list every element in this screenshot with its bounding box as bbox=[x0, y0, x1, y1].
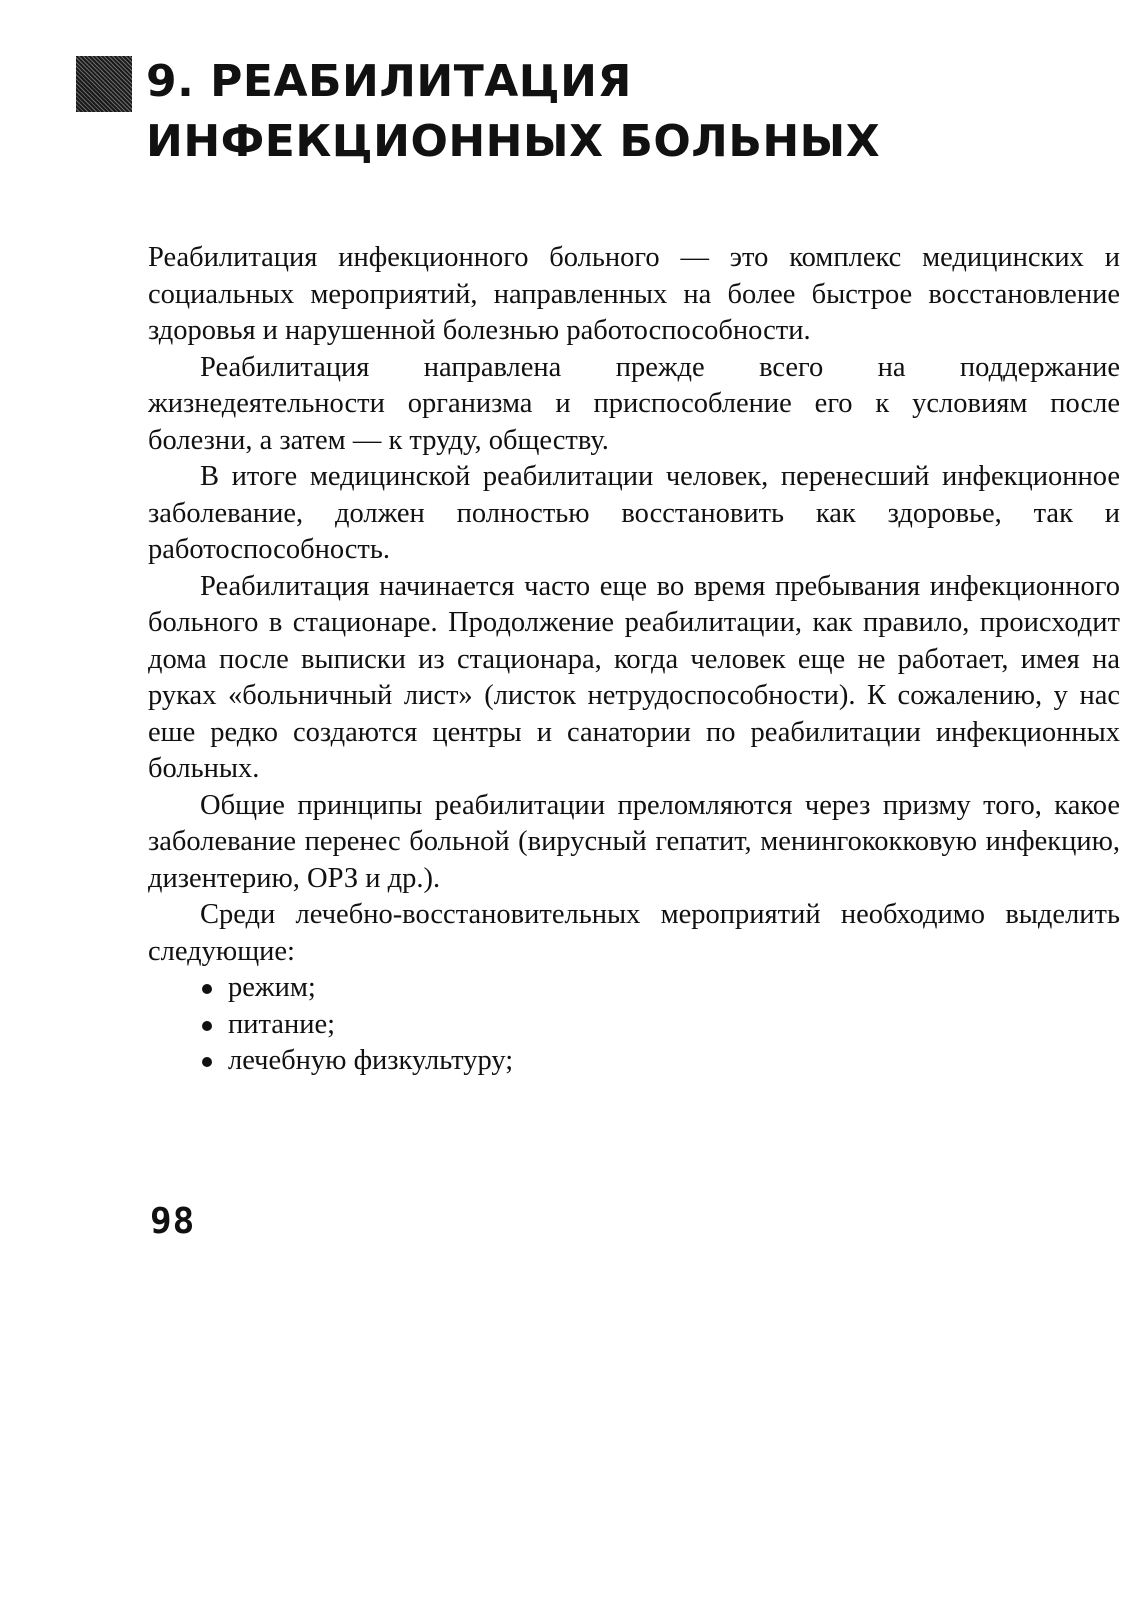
paragraph-definition: Реабилитация инфекционного больного — это комплекс медицинских и социальных мероприятий, направленных на более быстрое восстановление здоровья и нарушенной болезнью работоспособности. bbox=[148, 242, 1120, 346]
list-item bbox=[200, 1043, 1120, 1080]
paragraph-stages: Реабилитация начинается часто еще во время пребывания инфекционного больного в стационаре. Продолжение реабилитации, как правило, происходит дома после выписки из стационара, когда человек еще не работает, имея на руках «больничный лист» (листок нетрудоспособности). К сожалению, у нас еше редко создаются центры и санатории по реабилитации инфекционных больных. bbox=[148, 570, 1120, 784]
list-item-text: лечебную физкультуру; bbox=[228, 1045, 514, 1076]
paragraph-outcome: В итоге медицинской реабилитации человек, перенесший инфекционное заболевание, должен полностью восстановить как здоровье, так и работоспособность. bbox=[148, 461, 1120, 565]
bullet-dot-icon bbox=[202, 1021, 212, 1031]
paragraph-principles: Общие принципы реабилитации преломляются через призму того, какое заболевание перенес больной (вирусный гепатит, менингококковую инфекцию, дизентерию, ОРЗ и др.). bbox=[148, 789, 1120, 894]
page-number: 98 bbox=[150, 1201, 196, 1242]
paragraph-purpose: Реабилитация направлена прежде всего на поддержание жизнедеятельности организма и приспособление его к условиям после болезни, а затем — к труду, обществу. bbox=[148, 351, 1120, 456]
list-item-text: питание; bbox=[228, 1008, 336, 1040]
bullet-dot-icon bbox=[202, 1057, 212, 1067]
measures-list bbox=[148, 970, 1120, 1080]
list-item-text: режим; bbox=[228, 972, 316, 1003]
bullet-dot-icon bbox=[202, 984, 212, 994]
paragraph-measures-intro: Среди лечебно-восстановительных мероприятий необходимо выделить следующие: bbox=[148, 899, 1120, 967]
body-text bbox=[148, 240, 1120, 1080]
list-item bbox=[200, 970, 1120, 1007]
chapter-title-line-2: ИНФЕКЦИОННЫХ БОЛЬНЫХ bbox=[146, 116, 881, 167]
list-item bbox=[200, 1007, 1120, 1044]
heading-square-marker-icon bbox=[76, 56, 132, 112]
chapter-title bbox=[146, 52, 880, 172]
chapter-title-line-1: 9. РЕАБИЛИТАЦИЯ bbox=[146, 56, 632, 107]
